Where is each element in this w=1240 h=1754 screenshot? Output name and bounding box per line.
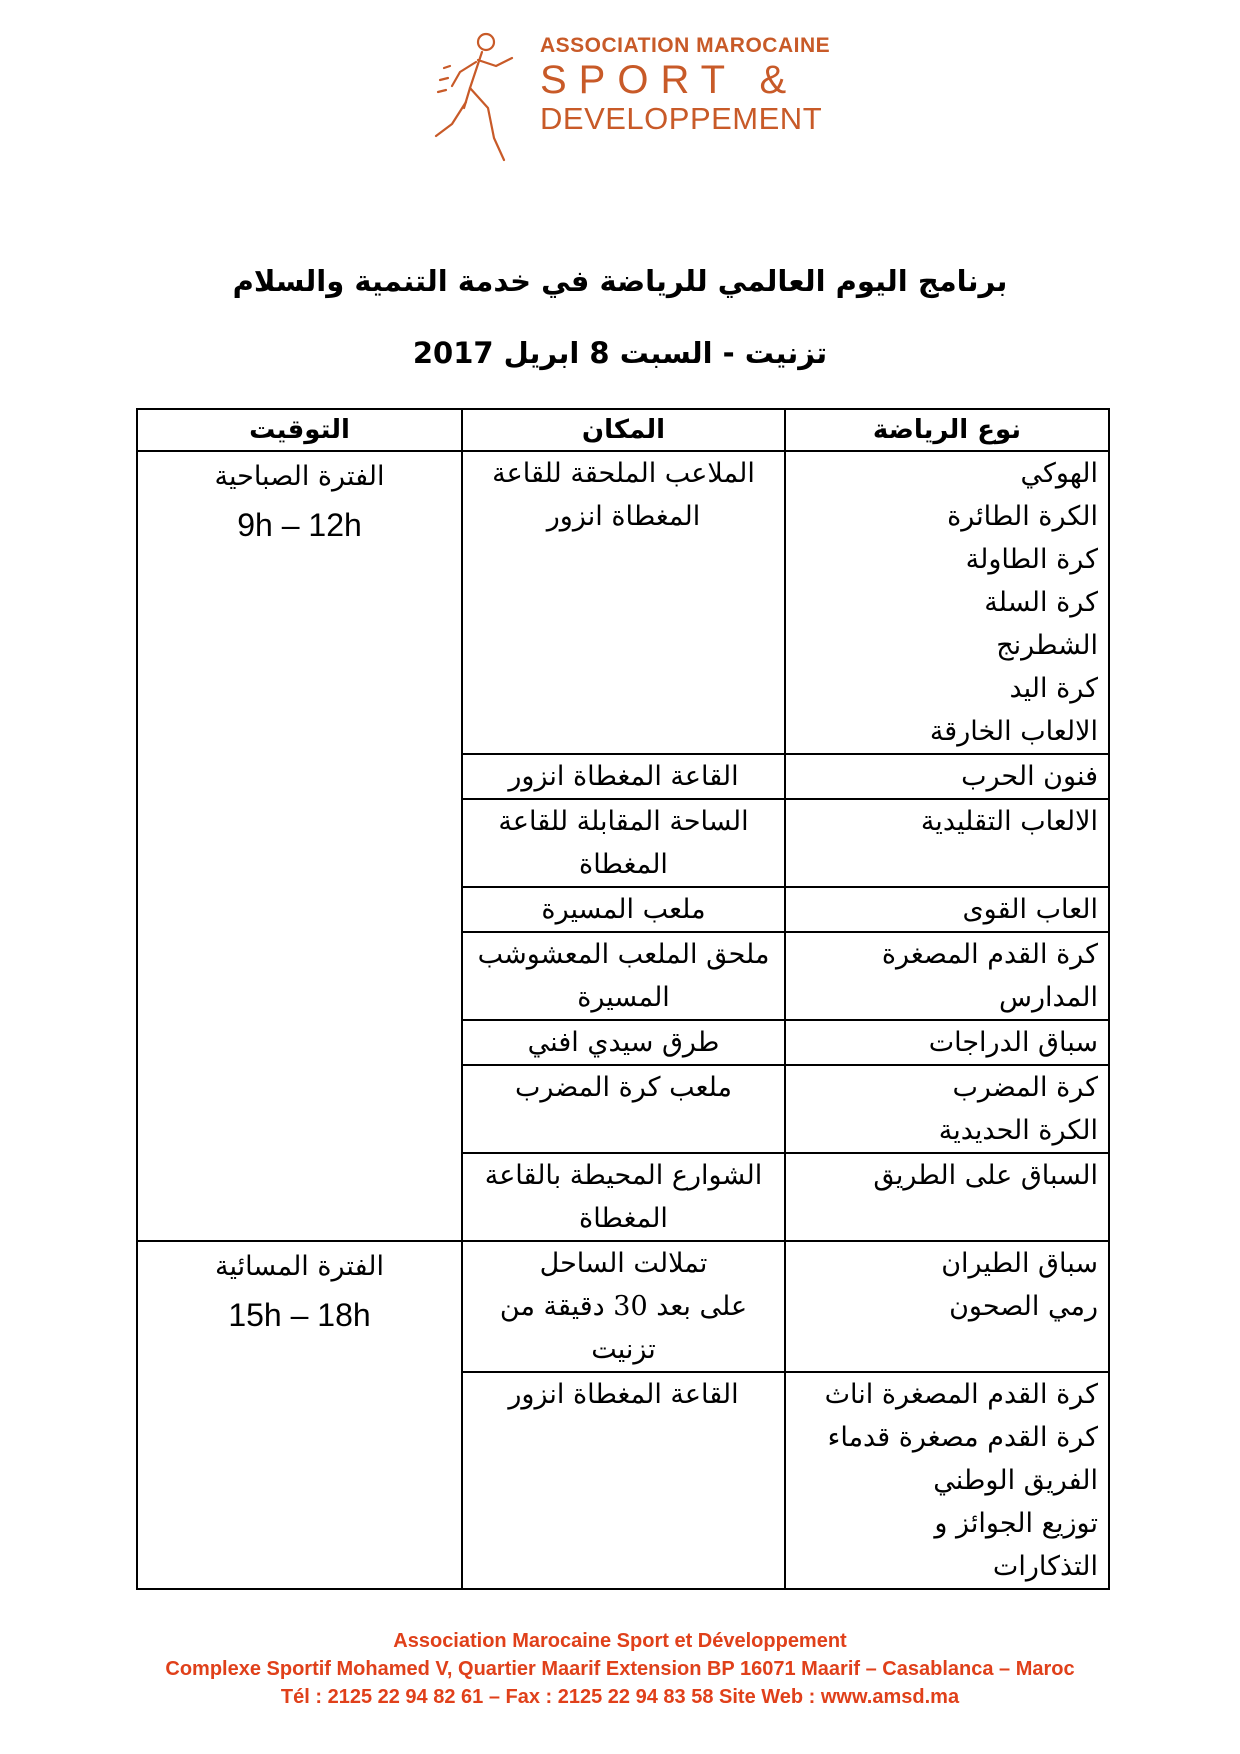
sport-line: المدارس [998, 982, 1098, 1013]
place-line: ملعب كرة المضرب [514, 1072, 733, 1103]
footer-contact: Tél : 2125 22 94 82 61 – Fax : 2125 22 94 83 58 Site Web : www.amsd.ma [280, 1686, 960, 1708]
logo-text [540, 34, 830, 136]
sport-line: كرة اليد [1009, 673, 1098, 704]
document-subtitle: تزنيت - السبت 8 ابريل 2017 [412, 336, 828, 370]
place-cell [462, 1372, 785, 1589]
sport-line: الفريق الوطني [933, 1465, 1098, 1496]
place-line: طرق سيدي افني [527, 1027, 720, 1058]
place-line: القاعة المغطاة انزور [508, 1379, 739, 1410]
header-place: المكان [462, 409, 785, 451]
sport-line: سباق الطيران [941, 1248, 1098, 1279]
sport-line: الشطرنج [996, 630, 1098, 661]
sport-cell [785, 1372, 1109, 1589]
place-cell [462, 1241, 785, 1372]
table-row [137, 1241, 1109, 1372]
schedule-body [137, 451, 1109, 1589]
place-cell [462, 754, 785, 799]
sport-cell [785, 887, 1109, 932]
place-cell [462, 451, 785, 754]
schedule-table [136, 408, 1110, 1590]
sport-line: الكرة الحديدية [938, 1115, 1098, 1146]
period-label: الفترة الصباحية [214, 461, 385, 492]
logo-line-1: ASSOCIATION MAROCAINE [540, 34, 831, 57]
timing-cell [137, 1241, 462, 1589]
period-label: الفترة المسائية [215, 1251, 384, 1282]
runner-icon [430, 28, 540, 168]
period-hours: 15h – 18h [228, 1297, 371, 1333]
place-line: الساحة المقابلة للقاعة [498, 806, 749, 837]
sport-line: كرة القدم المصغرة [881, 939, 1098, 970]
place-line: الملاعب الملحقة للقاعة [492, 458, 755, 489]
document-title: برنامج اليوم العالمي للرياضة في خدمة التنمية والسلام [232, 264, 1008, 298]
sport-line: الالعاب التقليدية [920, 806, 1098, 837]
sport-line: كرة المضرب [952, 1072, 1098, 1103]
logo-line-2: SPORT & [540, 58, 799, 102]
place-cell [462, 799, 785, 887]
sport-line: كرة القدم المصغرة اناث [824, 1379, 1098, 1410]
sport-line: الكرة الطائرة [947, 501, 1098, 532]
association-logo [430, 28, 830, 168]
sport-line: فنون الحرب [961, 761, 1098, 792]
place-line: تملالت الساحل [539, 1248, 708, 1279]
timing-cell [137, 451, 462, 1241]
place-cell [462, 887, 785, 932]
sport-cell [785, 451, 1109, 754]
sport-cell [785, 1065, 1109, 1153]
sport-line: رمي الصحون [949, 1291, 1098, 1322]
period-hours: 9h – 12h [237, 507, 362, 543]
sport-line: التذكارات [992, 1551, 1098, 1582]
sport-line: الالعاب الخارقة [929, 716, 1098, 747]
place-line: ملعب المسيرة [541, 894, 706, 925]
place-line: الشوارع المحيطة بالقاعة [484, 1160, 763, 1191]
header-timing: التوقيت [137, 409, 462, 451]
place-line: تزنيت [591, 1334, 656, 1365]
logo-line-3: DEVELOPPEMENT [540, 101, 823, 136]
sport-line: سباق الدراجات [928, 1027, 1098, 1058]
place-line: ملحق الملعب المعشوشب [477, 939, 770, 970]
table-header-row [137, 409, 1109, 451]
place-cell [462, 1020, 785, 1065]
sport-line: العاب القوى [962, 894, 1098, 925]
footer-address: Complexe Sportif Mohamed V, Quartier Maarif Extension BP 16071 Maarif – Casablanca – Maroc [165, 1658, 1075, 1680]
sport-cell [785, 1020, 1109, 1065]
sport-line: كرة القدم مصغرة قدماء [827, 1422, 1098, 1453]
sport-line: السباق على الطريق [873, 1160, 1098, 1191]
place-line: القاعة المغطاة انزور [508, 761, 739, 792]
place-line: المسيرة [577, 982, 670, 1013]
place-cell [462, 1153, 785, 1241]
sport-line: الهوكي [1020, 458, 1098, 489]
header-sport: نوع الرياضة [785, 409, 1109, 451]
sport-line: كرة السلة [984, 587, 1098, 618]
sport-line: كرة الطاولة [965, 544, 1098, 575]
place-line: المغطاة [579, 849, 668, 880]
sport-cell [785, 799, 1109, 887]
place-line: المغطاة انزور [546, 501, 701, 532]
place-cell [462, 932, 785, 1020]
place-cell [462, 1065, 785, 1153]
place-line: على بعد 30 دقيقة من [499, 1291, 748, 1322]
sport-line: توزيع الجوائز و [934, 1508, 1098, 1539]
place-line: المغطاة [579, 1203, 668, 1234]
sport-cell [785, 754, 1109, 799]
footer-organization: Association Marocaine Sport et Développement [393, 1630, 847, 1652]
sport-cell [785, 1153, 1109, 1241]
sport-cell [785, 1241, 1109, 1372]
table-row [137, 451, 1109, 754]
sport-cell [785, 932, 1109, 1020]
